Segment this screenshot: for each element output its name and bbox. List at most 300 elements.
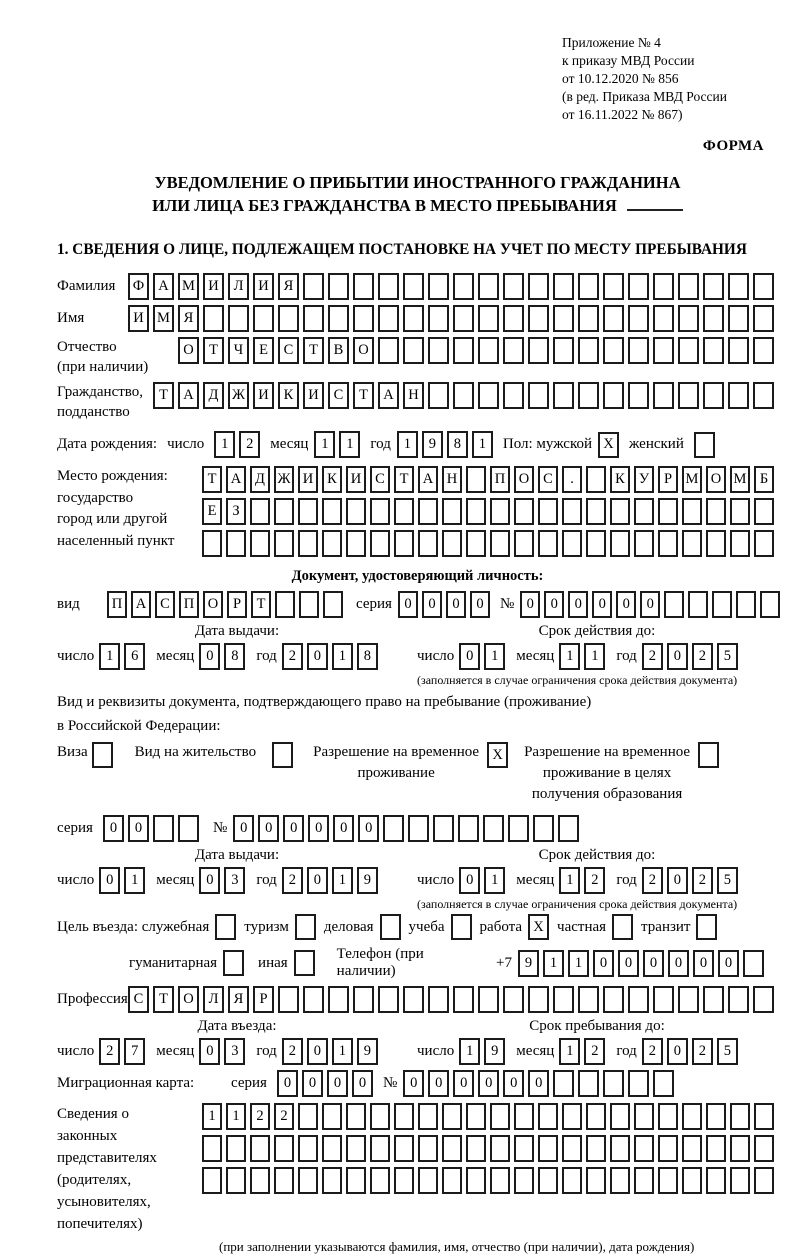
char-cell[interactable]: Т: [202, 466, 222, 493]
char-cell[interactable]: 0: [99, 867, 120, 894]
char-cell[interactable]: Я: [228, 986, 249, 1013]
char-cell[interactable]: О: [514, 466, 534, 493]
char-cell[interactable]: [370, 1167, 390, 1194]
char-cell[interactable]: 0: [593, 950, 614, 977]
char-cell[interactable]: [418, 1135, 438, 1162]
char-cell[interactable]: [451, 914, 472, 940]
char-cell[interactable]: [703, 305, 724, 332]
char-cell[interactable]: [634, 498, 654, 525]
char-cell[interactable]: [703, 337, 724, 364]
char-cell[interactable]: Б: [754, 466, 774, 493]
char-cell[interactable]: [322, 498, 342, 525]
char-cell[interactable]: Ж: [228, 382, 249, 409]
char-cell[interactable]: С: [128, 986, 149, 1013]
char-cell[interactable]: [478, 337, 499, 364]
char-cell[interactable]: [682, 1103, 702, 1130]
char-cell[interactable]: Т: [153, 382, 174, 409]
char-cell[interactable]: [403, 337, 424, 364]
char-cell[interactable]: [514, 498, 534, 525]
char-cell[interactable]: Д: [203, 382, 224, 409]
char-cell[interactable]: [694, 432, 715, 458]
char-cell[interactable]: О: [203, 591, 223, 618]
char-cell[interactable]: [528, 382, 549, 409]
char-cell[interactable]: [303, 305, 324, 332]
char-cell[interactable]: [378, 305, 399, 332]
char-cell[interactable]: [678, 382, 699, 409]
char-cell[interactable]: [730, 1103, 750, 1130]
char-cell[interactable]: 0: [358, 815, 379, 842]
char-cell[interactable]: [538, 1103, 558, 1130]
char-cell[interactable]: 1: [339, 431, 360, 458]
char-cell[interactable]: [533, 815, 554, 842]
char-cell[interactable]: И: [253, 382, 274, 409]
char-cell[interactable]: [562, 498, 582, 525]
char-cell[interactable]: X: [528, 914, 549, 940]
char-cell[interactable]: [202, 1135, 222, 1162]
char-cell[interactable]: И: [303, 382, 324, 409]
char-cell[interactable]: [453, 337, 474, 364]
char-cell[interactable]: 0: [503, 1070, 524, 1097]
char-cell[interactable]: 1: [568, 950, 589, 977]
char-cell[interactable]: [303, 273, 324, 300]
char-cell[interactable]: 0: [520, 591, 540, 618]
char-cell[interactable]: 1: [314, 431, 335, 458]
char-cell[interactable]: 0: [283, 815, 304, 842]
char-cell[interactable]: [728, 273, 749, 300]
char-cell[interactable]: [578, 1070, 599, 1097]
char-cell[interactable]: [490, 498, 510, 525]
char-cell[interactable]: [453, 986, 474, 1013]
char-cell[interactable]: 1: [332, 1038, 353, 1065]
char-cell[interactable]: [706, 1135, 726, 1162]
char-cell[interactable]: [250, 1167, 270, 1194]
char-cell[interactable]: [442, 498, 462, 525]
char-cell[interactable]: [275, 591, 295, 618]
char-cell[interactable]: [653, 1070, 674, 1097]
char-cell[interactable]: 0: [528, 1070, 549, 1097]
char-cell[interactable]: О: [178, 337, 199, 364]
char-cell[interactable]: [653, 382, 674, 409]
char-cell[interactable]: [753, 337, 774, 364]
char-cell[interactable]: Т: [153, 986, 174, 1013]
char-cell[interactable]: [403, 305, 424, 332]
char-cell[interactable]: 7: [124, 1038, 145, 1065]
char-cell[interactable]: [203, 305, 224, 332]
char-cell[interactable]: И: [203, 273, 224, 300]
char-cell[interactable]: М: [682, 466, 702, 493]
char-cell[interactable]: [353, 305, 374, 332]
char-cell[interactable]: О: [706, 466, 726, 493]
char-cell[interactable]: [503, 986, 524, 1013]
char-cell[interactable]: 2: [692, 643, 713, 670]
char-cell[interactable]: [706, 530, 726, 557]
char-cell[interactable]: [274, 530, 294, 557]
char-cell[interactable]: [278, 986, 299, 1013]
char-cell[interactable]: [442, 1167, 462, 1194]
char-cell[interactable]: [658, 530, 678, 557]
char-cell[interactable]: [403, 986, 424, 1013]
char-cell[interactable]: [760, 591, 780, 618]
char-cell[interactable]: [754, 498, 774, 525]
char-cell[interactable]: [418, 530, 438, 557]
char-cell[interactable]: [728, 382, 749, 409]
char-cell[interactable]: [298, 1135, 318, 1162]
char-cell[interactable]: [508, 815, 529, 842]
char-cell[interactable]: [703, 273, 724, 300]
char-cell[interactable]: [346, 1167, 366, 1194]
char-cell[interactable]: [628, 986, 649, 1013]
char-cell[interactable]: [322, 1103, 342, 1130]
char-cell[interactable]: [553, 986, 574, 1013]
char-cell[interactable]: [628, 305, 649, 332]
char-cell[interactable]: [322, 1135, 342, 1162]
char-cell[interactable]: Л: [203, 986, 224, 1013]
char-cell[interactable]: Д: [250, 466, 270, 493]
char-cell[interactable]: [370, 1135, 390, 1162]
char-cell[interactable]: 2: [584, 867, 605, 894]
char-cell[interactable]: С: [278, 337, 299, 364]
char-cell[interactable]: 0: [446, 591, 466, 618]
char-cell[interactable]: [478, 305, 499, 332]
char-cell[interactable]: [299, 591, 319, 618]
char-cell[interactable]: Р: [658, 466, 678, 493]
char-cell[interactable]: Я: [178, 305, 199, 332]
char-cell[interactable]: 9: [422, 431, 443, 458]
char-cell[interactable]: [328, 986, 349, 1013]
char-cell[interactable]: [610, 498, 630, 525]
char-cell[interactable]: М: [153, 305, 174, 332]
char-cell[interactable]: 9: [357, 1038, 378, 1065]
char-cell[interactable]: [226, 1135, 246, 1162]
char-cell[interactable]: [250, 1135, 270, 1162]
char-cell[interactable]: А: [178, 382, 199, 409]
char-cell[interactable]: [528, 986, 549, 1013]
char-cell[interactable]: [736, 591, 756, 618]
char-cell[interactable]: [688, 591, 708, 618]
char-cell[interactable]: Ч: [228, 337, 249, 364]
char-cell[interactable]: [92, 742, 113, 768]
char-cell[interactable]: 2: [692, 1038, 713, 1065]
char-cell[interactable]: 0: [307, 643, 328, 670]
char-cell[interactable]: X: [487, 742, 508, 768]
char-cell[interactable]: 0: [718, 950, 739, 977]
char-cell[interactable]: [428, 382, 449, 409]
char-cell[interactable]: С: [370, 466, 390, 493]
char-cell[interactable]: [322, 530, 342, 557]
char-cell[interactable]: [294, 950, 315, 976]
char-cell[interactable]: 0: [277, 1070, 298, 1097]
char-cell[interactable]: И: [128, 305, 149, 332]
char-cell[interactable]: 0: [422, 591, 442, 618]
char-cell[interactable]: [408, 815, 429, 842]
char-cell[interactable]: 0: [333, 815, 354, 842]
char-cell[interactable]: [278, 305, 299, 332]
char-cell[interactable]: [370, 530, 390, 557]
char-cell[interactable]: [228, 305, 249, 332]
char-cell[interactable]: [394, 1167, 414, 1194]
char-cell[interactable]: [586, 1135, 606, 1162]
char-cell[interactable]: 0: [307, 867, 328, 894]
char-cell[interactable]: [250, 498, 270, 525]
char-cell[interactable]: [703, 382, 724, 409]
char-cell[interactable]: 0: [544, 591, 564, 618]
char-cell[interactable]: Ж: [274, 466, 294, 493]
char-cell[interactable]: [553, 382, 574, 409]
char-cell[interactable]: [323, 591, 343, 618]
char-cell[interactable]: [353, 986, 374, 1013]
char-cell[interactable]: 8: [357, 643, 378, 670]
char-cell[interactable]: 0: [128, 815, 149, 842]
char-cell[interactable]: [458, 815, 479, 842]
char-cell[interactable]: [728, 337, 749, 364]
char-cell[interactable]: С: [538, 466, 558, 493]
char-cell[interactable]: 9: [357, 867, 378, 894]
char-cell[interactable]: [753, 986, 774, 1013]
char-cell[interactable]: 1: [397, 431, 418, 458]
char-cell[interactable]: 0: [199, 1038, 220, 1065]
char-cell[interactable]: [553, 1070, 574, 1097]
char-cell[interactable]: К: [278, 382, 299, 409]
char-cell[interactable]: [178, 815, 199, 842]
char-cell[interactable]: [466, 498, 486, 525]
char-cell[interactable]: [202, 530, 222, 557]
char-cell[interactable]: [298, 1167, 318, 1194]
char-cell[interactable]: 0: [667, 1038, 688, 1065]
char-cell[interactable]: [346, 1135, 366, 1162]
char-cell[interactable]: [578, 305, 599, 332]
char-cell[interactable]: [428, 986, 449, 1013]
char-cell[interactable]: 0: [668, 950, 689, 977]
char-cell[interactable]: 0: [459, 867, 480, 894]
char-cell[interactable]: [743, 950, 764, 977]
char-cell[interactable]: Р: [253, 986, 274, 1013]
char-cell[interactable]: [298, 1103, 318, 1130]
char-cell[interactable]: 1: [559, 643, 580, 670]
char-cell[interactable]: [578, 986, 599, 1013]
char-cell[interactable]: [682, 498, 702, 525]
char-cell[interactable]: [490, 1167, 510, 1194]
char-cell[interactable]: А: [418, 466, 438, 493]
char-cell[interactable]: .: [562, 466, 582, 493]
char-cell[interactable]: [754, 1167, 774, 1194]
char-cell[interactable]: [503, 382, 524, 409]
char-cell[interactable]: 2: [282, 1038, 303, 1065]
char-cell[interactable]: [466, 1167, 486, 1194]
char-cell[interactable]: 0: [616, 591, 636, 618]
char-cell[interactable]: [553, 337, 574, 364]
char-cell[interactable]: [303, 986, 324, 1013]
char-cell[interactable]: Т: [203, 337, 224, 364]
char-cell[interactable]: [380, 914, 401, 940]
char-cell[interactable]: [730, 1135, 750, 1162]
char-cell[interactable]: [394, 498, 414, 525]
char-cell[interactable]: [682, 530, 702, 557]
char-cell[interactable]: [562, 1167, 582, 1194]
char-cell[interactable]: [514, 530, 534, 557]
char-cell[interactable]: [698, 742, 719, 768]
char-cell[interactable]: 1: [584, 643, 605, 670]
char-cell[interactable]: А: [153, 273, 174, 300]
char-cell[interactable]: [712, 591, 732, 618]
char-cell[interactable]: [428, 305, 449, 332]
char-cell[interactable]: 0: [667, 643, 688, 670]
char-cell[interactable]: [226, 1167, 246, 1194]
char-cell[interactable]: 0: [618, 950, 639, 977]
char-cell[interactable]: 1: [543, 950, 564, 977]
char-cell[interactable]: [730, 498, 750, 525]
char-cell[interactable]: О: [178, 986, 199, 1013]
char-cell[interactable]: [628, 273, 649, 300]
char-cell[interactable]: [653, 986, 674, 1013]
char-cell[interactable]: [754, 1103, 774, 1130]
char-cell[interactable]: [538, 530, 558, 557]
char-cell[interactable]: 1: [124, 867, 145, 894]
char-cell[interactable]: П: [179, 591, 199, 618]
char-cell[interactable]: 5: [717, 867, 738, 894]
char-cell[interactable]: [383, 815, 404, 842]
char-cell[interactable]: С: [155, 591, 175, 618]
char-cell[interactable]: [610, 1167, 630, 1194]
char-cell[interactable]: 1: [484, 643, 505, 670]
char-cell[interactable]: 0: [568, 591, 588, 618]
char-cell[interactable]: 0: [327, 1070, 348, 1097]
char-cell[interactable]: [514, 1167, 534, 1194]
char-cell[interactable]: 0: [258, 815, 279, 842]
char-cell[interactable]: [538, 498, 558, 525]
char-cell[interactable]: [394, 1135, 414, 1162]
char-cell[interactable]: [298, 530, 318, 557]
char-cell[interactable]: [586, 498, 606, 525]
char-cell[interactable]: 0: [403, 1070, 424, 1097]
char-cell[interactable]: С: [328, 382, 349, 409]
char-cell[interactable]: [298, 498, 318, 525]
char-cell[interactable]: [634, 1135, 654, 1162]
char-cell[interactable]: [706, 1167, 726, 1194]
char-cell[interactable]: 0: [478, 1070, 499, 1097]
char-cell[interactable]: [678, 273, 699, 300]
char-cell[interactable]: П: [490, 466, 510, 493]
char-cell[interactable]: 8: [224, 643, 245, 670]
char-cell[interactable]: 2: [274, 1103, 294, 1130]
char-cell[interactable]: О: [353, 337, 374, 364]
char-cell[interactable]: [478, 273, 499, 300]
char-cell[interactable]: 2: [239, 431, 260, 458]
char-cell[interactable]: М: [730, 466, 750, 493]
char-cell[interactable]: [274, 1167, 294, 1194]
char-cell[interactable]: 9: [484, 1038, 505, 1065]
char-cell[interactable]: [223, 950, 244, 976]
char-cell[interactable]: [328, 305, 349, 332]
char-cell[interactable]: [682, 1135, 702, 1162]
char-cell[interactable]: [353, 273, 374, 300]
char-cell[interactable]: 0: [428, 1070, 449, 1097]
char-cell[interactable]: [553, 273, 574, 300]
char-cell[interactable]: [586, 1167, 606, 1194]
char-cell[interactable]: [696, 914, 717, 940]
char-cell[interactable]: [433, 815, 454, 842]
char-cell[interactable]: В: [328, 337, 349, 364]
char-cell[interactable]: А: [131, 591, 151, 618]
char-cell[interactable]: [528, 305, 549, 332]
char-cell[interactable]: [553, 305, 574, 332]
char-cell[interactable]: [658, 1167, 678, 1194]
char-cell[interactable]: [346, 498, 366, 525]
char-cell[interactable]: [370, 1103, 390, 1130]
char-cell[interactable]: [274, 498, 294, 525]
char-cell[interactable]: [586, 530, 606, 557]
char-cell[interactable]: Ф: [128, 273, 149, 300]
char-cell[interactable]: 2: [99, 1038, 120, 1065]
char-cell[interactable]: [586, 466, 606, 493]
char-cell[interactable]: [610, 1103, 630, 1130]
char-cell[interactable]: Т: [251, 591, 271, 618]
char-cell[interactable]: [578, 337, 599, 364]
char-cell[interactable]: [753, 273, 774, 300]
char-cell[interactable]: Л: [228, 273, 249, 300]
char-cell[interactable]: [378, 337, 399, 364]
char-cell[interactable]: З: [226, 498, 246, 525]
char-cell[interactable]: [370, 498, 390, 525]
char-cell[interactable]: [378, 986, 399, 1013]
char-cell[interactable]: [578, 273, 599, 300]
char-cell[interactable]: [603, 337, 624, 364]
char-cell[interactable]: И: [346, 466, 366, 493]
char-cell[interactable]: [418, 498, 438, 525]
char-cell[interactable]: 0: [199, 867, 220, 894]
char-cell[interactable]: [603, 1070, 624, 1097]
char-cell[interactable]: [754, 1135, 774, 1162]
char-cell[interactable]: [578, 382, 599, 409]
char-cell[interactable]: [442, 1103, 462, 1130]
char-cell[interactable]: И: [253, 273, 274, 300]
char-cell[interactable]: [603, 273, 624, 300]
char-cell[interactable]: 2: [642, 867, 663, 894]
char-cell[interactable]: 5: [717, 1038, 738, 1065]
char-cell[interactable]: 1: [472, 431, 493, 458]
char-cell[interactable]: [610, 1135, 630, 1162]
char-cell[interactable]: [753, 305, 774, 332]
char-cell[interactable]: Е: [253, 337, 274, 364]
char-cell[interactable]: 3: [224, 1038, 245, 1065]
char-cell[interactable]: [634, 1167, 654, 1194]
char-cell[interactable]: 1: [214, 431, 235, 458]
char-cell[interactable]: [562, 1135, 582, 1162]
char-cell[interactable]: [653, 305, 674, 332]
char-cell[interactable]: [418, 1103, 438, 1130]
char-cell[interactable]: К: [610, 466, 630, 493]
char-cell[interactable]: [603, 986, 624, 1013]
char-cell[interactable]: 9: [518, 950, 539, 977]
char-cell[interactable]: 1: [484, 867, 505, 894]
char-cell[interactable]: 1: [226, 1103, 246, 1130]
char-cell[interactable]: Т: [394, 466, 414, 493]
char-cell[interactable]: X: [598, 432, 619, 458]
char-cell[interactable]: 0: [302, 1070, 323, 1097]
char-cell[interactable]: [322, 1167, 342, 1194]
char-cell[interactable]: [428, 337, 449, 364]
char-cell[interactable]: [478, 382, 499, 409]
char-cell[interactable]: [346, 1103, 366, 1130]
char-cell[interactable]: [490, 530, 510, 557]
char-cell[interactable]: [603, 382, 624, 409]
char-cell[interactable]: 0: [352, 1070, 373, 1097]
char-cell[interactable]: [514, 1135, 534, 1162]
char-cell[interactable]: 3: [224, 867, 245, 894]
char-cell[interactable]: 1: [202, 1103, 222, 1130]
char-cell[interactable]: [328, 273, 349, 300]
char-cell[interactable]: [658, 1135, 678, 1162]
char-cell[interactable]: [503, 337, 524, 364]
